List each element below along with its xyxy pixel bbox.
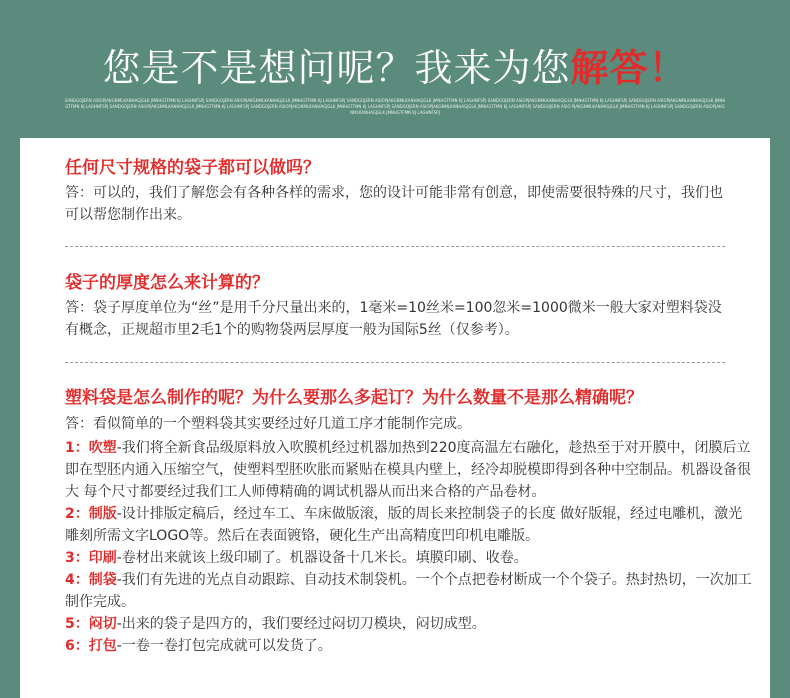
step-3-head: 3：印刷 (65, 550, 117, 566)
divider (65, 362, 725, 363)
faq-question-3: 塑料袋是怎么制作的呢？为什么要那么多起订？为什么数量不是那么精确呢？ (65, 388, 643, 408)
step-3-text: -卷材出来就该上级印刷了。机器设备十几米长。填膜印刷、收卷。 (116, 550, 528, 566)
faq-answer-2: 答：袋子厚度单位为“丝”是用千分尺量出来的，1毫米=10丝米=100忽米=1000微米一般大家对塑料袋没有概念，正规超市里2毛1个的购物袋两层厚度一般为国际5丝（仅参考）。 (65, 300, 722, 338)
decorative-filler-text: SANDGOJERN ASIOPJAKGNMLKANHAGJGLK JMNHGTFMN KJ LAGHNFSPJ SANDGOJERN ASIOPJAKGNMLKANHAGJGLK JMNHGTFMN KJ LAGHNFSPJ SANDGOJERN ASIOPJAKGNMLKANHAGJGLK JMNHGTFMN KJ LAGHNFSPJ SANDGOJERN ASIOPJAKGNMLKANHAGJGLK JMNHGTFMN KJ LAGHNFSPJ SANDGOJERN ASIOPJAKGNMLKANHAGJGLK JMNHGTFMN KJ LAGHNFSPJ SANDGOJERN ASIOPJAKGNMLKANHAGJGLK JMNHGTFMN KJ LAGHNFSPJ SANDGOJERN ASIOPJAKGNMLKANHAGJGLK JMNHGTFMN KJ LAGHNFSPJ SANDGOJERN ASIOPJAKGNMLKANHAGJGLK JMNHGTFMN KJ LAGHNFSPJ SANDGOJERN ASIO PJAKGNMLKANHAGJGLK JMNHGTFMN KJ LAGHNFSPJ SANDGOJERN ASIOPJAKGNMLKANHAGJGLK JMNHGTFMN KJ LAGHNFSPJ (64, 98, 726, 115)
faq-answer-3: 答：看似简单的一个塑料袋其实要经过好几道工序才能制作完成。 (65, 416, 471, 432)
header (0, 0, 790, 140)
step-2 (65, 503, 755, 547)
faq-answer-1: 答：可以的，我们了解您会有各种各样的需求，您的设计可能非常有创意，即使需要很特殊的尺寸，我们也可以帮您制作出来。 (65, 185, 723, 223)
step-6-text: -一卷一卷打包完成就可以发货了。 (116, 638, 332, 654)
step-2-text: -设计排版定稿后，经过车工、车床做版滚，版的周长来控制袋子的长度 做好版辊，经过电雕机，激光雕刻所需文字LOGO等。然后在表面镀铬，硬化生产出高精度凹印机电雕版。 (65, 506, 743, 544)
step-4-text: -我们有先进的光点自动跟踪、自动技术制袋机。一个个点把卷材断成一个个袋子。热封热切，一次加工制作完成。 (65, 572, 752, 610)
step-5 (65, 613, 755, 635)
step-5-head: 5：闷切 (65, 616, 117, 632)
title-main: 您是不是想问呢？我来为您 (102, 46, 571, 90)
step-1 (65, 437, 755, 503)
step-6 (65, 635, 755, 657)
page-title (0, 42, 790, 94)
step-5-text: -出来的袋子是四方的，我们要经过闷切刀模块，闷切成型。 (116, 616, 486, 632)
step-4-head: 4：制袋 (65, 572, 117, 588)
faq-question-2: 袋子的厚度怎么来计算的？ (65, 273, 269, 293)
process-steps (65, 437, 755, 657)
step-2-head: 2：制版 (65, 506, 117, 522)
divider (65, 246, 725, 247)
title-accent: 解答！ (570, 46, 688, 90)
faq-panel (20, 138, 770, 698)
faq-question-1: 任何尺寸规格的袋子都可以做吗？ (65, 158, 320, 178)
step-1-text: -我们将全新食品级原料放入吹膜机经过机器加热到220度高温左右融化，趁热至于对开膜中，闭膜后立即在型胚内通入压缩空气，使塑料型胚吹胀而紧贴在模具内壁上，经冷却脱模即得到各种中空制品。机器设备很大 每个尺寸都要经过我们工人师傅精确的调试机器从而出来合格的产品卷材。 (65, 440, 751, 500)
step-3 (65, 547, 755, 569)
step-1-head: 1：吹塑 (65, 440, 117, 456)
step-4 (65, 569, 755, 613)
step-6-head: 6：打包 (65, 638, 117, 654)
